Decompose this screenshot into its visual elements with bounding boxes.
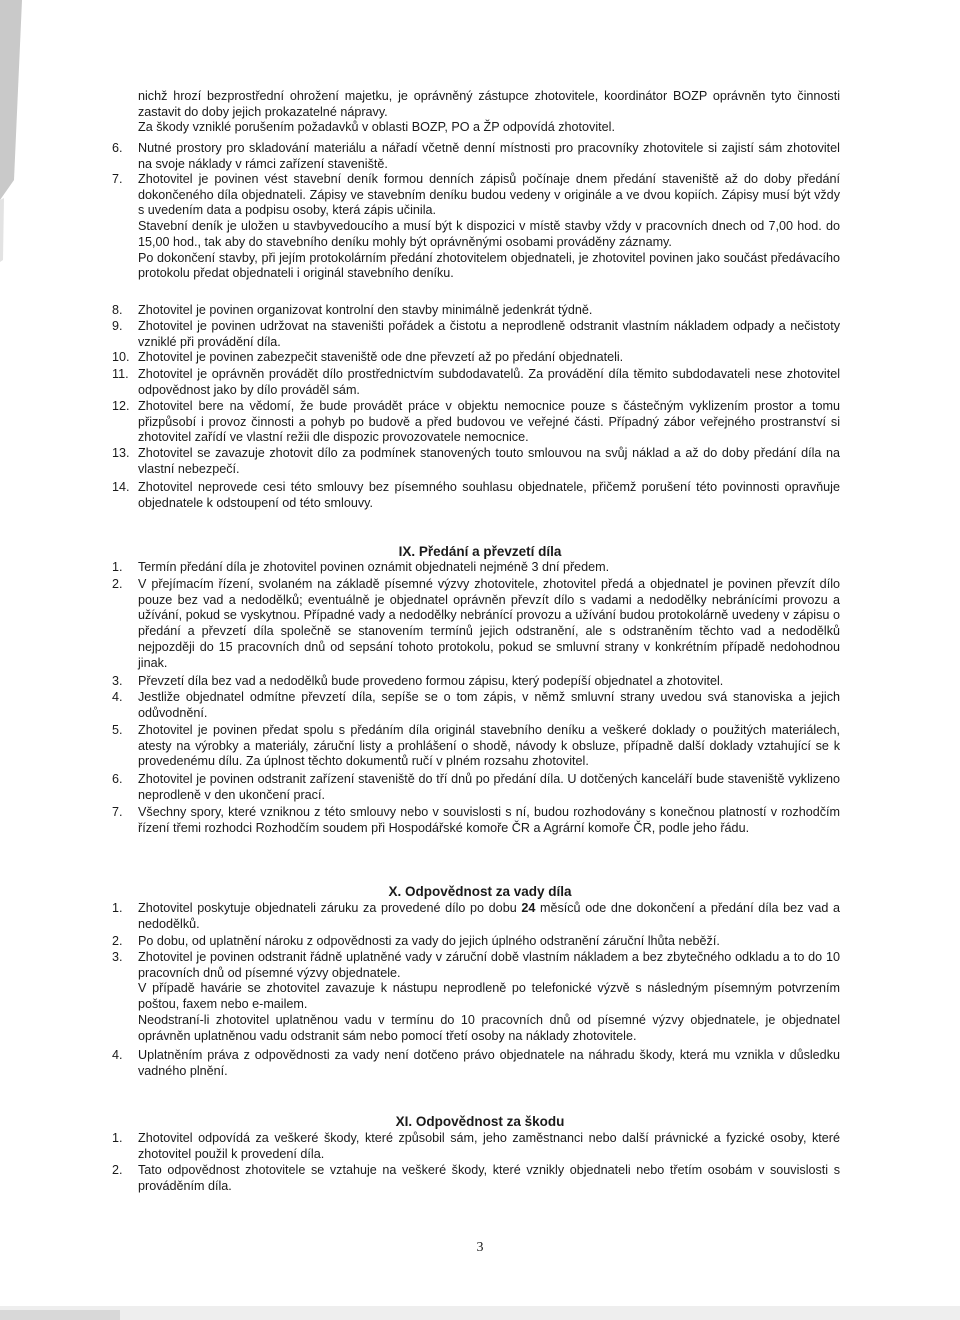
clause-number: 2.	[112, 934, 123, 948]
clause-item	[112, 1048, 840, 1079]
clause-text: Zhotovitel je povinen vést stavební deník formou denních zápisů počínaje dnem předání staveniště až do doby předání dokončeného díla objednateli. Zápisy ve stavebním deníku budou vedeny v originále a ve dvou kopiích. Zápisy musí být vždy s uvedením data a podpisu osoby, která zápis učinila.	[138, 172, 840, 218]
clause-item	[112, 172, 840, 282]
clause-number: 6.	[112, 772, 123, 786]
clause-text: Po dokončení stavby, při jejím protokolárním předání zhotovitelem objednateli, je zhotovitel povinen jako součást předávacího protokolu předat objednateli i originál stavebního deníku.	[138, 250, 840, 281]
clause-item	[112, 319, 840, 350]
clause-number: 2.	[112, 1163, 123, 1177]
clause-text-part: Zhotovitel poskytuje objednateli záruku za provedené dílo po dobu	[138, 901, 522, 915]
clause-text: Všechny spory, které vzniknou z této smlouvy nebo v souvislosti s ní, budou rozhodovány s konečnou platností v rozhodčím řízení třemi rozhodci Rozhodčím soudem při Hospodářské komoře ČR a Agrární komoře ČR, podle jeho řádu.	[138, 805, 840, 835]
clause-item	[112, 1131, 840, 1162]
clause-item	[112, 772, 840, 803]
clause-text: Po dobu, od uplatnění nároku z odpovědnosti za vady do jejich úplného odstranění záruční lhůta neběží.	[138, 934, 720, 948]
clause-number: 2.	[112, 577, 123, 591]
clause-number: 4.	[112, 1048, 123, 1062]
clause-text: V přejímacím řízení, svolaném na základě písemné výzvy zhotovitele, zhotovitel předá a objednatel je povinen převzít dílo pouze bez vad a nedodělků; eventuálně je objednatel oprávněn převzít dílo s vadami a nedodělky nebránícími provozu a užívání, pokud se vyskytnou. Případné vady a nedodělky nebránící provozu a užívání budou protokolárně uvedeny v zápisu o předání a převzetí díla společně se stanovením termínů jejich odstranění, ale s odstraněním těchto vad a nedodělků nejpozději do 15 pracovních dnů od sepsání tohoto protokolu, pokud se smluvní strany v konkrétním případě nedohodnou jinak.	[138, 577, 840, 670]
clause-text	[138, 901, 840, 932]
clause-item	[112, 367, 840, 398]
clause-item	[112, 577, 840, 671]
clause-number: 1.	[112, 560, 123, 574]
clause-text: Zhotovitel odpovídá za veškeré škody, které způsobil sám, jeho zaměstnanci nebo další právnické a fyzické osoby, které zhotovitel použil k provedení díla.	[138, 1131, 840, 1161]
clause-number: 1.	[112, 1131, 123, 1145]
clause-item	[112, 350, 840, 366]
clause-item	[112, 1163, 840, 1194]
clause-number: 4.	[112, 690, 123, 704]
clause-text: Zhotovitel bere na vědomí, že bude provádět práce v objektu nemocnice pouze s částečným vyklizením prostor a tomu přizpůsobí i provoz činnosti a pohyb po budově a před budovou ve veřejné části. Případný zábor veřejného prostranství si zhotovitel zařídí ve vlastní režii dle dispozic provozovatele nemocnice.	[138, 399, 840, 445]
clause-item	[112, 399, 840, 446]
clause-number: 5.	[112, 723, 123, 737]
clause-number: 10.	[112, 350, 130, 364]
clause-text: Zhotovitel je povinen zabezpečit staveniště ode dne převzetí až po předání objednateli.	[138, 350, 624, 364]
clause-text: Uplatněním práva z odpovědnosti za vady není dotčeno právo objednatele na náhradu škody, která mu vznikla v důsledku vadného plnění.	[138, 1048, 840, 1078]
clause-text: Termín předání díla je zhotovitel povinen oznámit objednateli nejméně 3 dní předem.	[138, 560, 610, 574]
clause-text: Stavební deník je uložen u stavbyvedoucího a musí být k dispozici v místě stavby vždy v pracovních dnech od 7,00 hod. do 15,00 hod., tak aby do stavebního deníku mohly být oprávněnými osobami prováděny záznamy.	[138, 219, 840, 249]
clause-number: 6.	[112, 141, 123, 155]
clause-number: 13.	[112, 446, 130, 460]
clause-number: 11.	[112, 367, 129, 381]
clause-text: Zhotovitel neprovede cesi této smlouvy bez písemného souhlasu objednatele, přičemž porušení této povinnosti opravňuje objednatele k odstoupení od této smlouvy.	[138, 480, 840, 510]
continuation-paragraph: nichž hrozí bezprostřední ohrožení majetku, je oprávněný zástupce zhotovitele, koordinátor BOZP oprávněn tyto činnosti zastavit do doby jejich prokazatelné nápravy.	[138, 89, 840, 119]
clause-text: Zhotovitel je povinen předat spolu s předáním díla originál stavebního deníku a veškeré doklady o použitých materiálech, atesty na výrobky a materiály, záruční listy a prohlášení o shodě, návody k obsluze, případně další doklady vztahující se k provedenému dílu. Za úplnost těchto dokumentů ručí v plném rozsahu zhotovitel.	[138, 723, 840, 769]
clause-text: Tato odpovědnost zhotovitele se vztahuje na veškeré škody, které vznikly objednateli nebo třetím osobám v souvislosti s prováděním díla.	[138, 1163, 840, 1193]
clause-number: 8.	[112, 303, 123, 317]
clause-text: Jestliže objednatel odmítne převzetí díla, sepíše se o tom zápis, v němž smluvní strany uvedou svá stanoviska a jejich odůvodnění.	[138, 690, 840, 720]
clause-item	[112, 901, 840, 932]
clause-number: 3.	[112, 674, 123, 688]
clause-text: Zhotovitel je oprávněn provádět dílo prostřednictvím subdodavatelů. Za provádění díla těmito subdodavateli nese zhotovitel odpovědnost jako by dílo prováděl sám.	[138, 367, 840, 397]
clause-text: Zhotovitel je povinen odstranit zařízení staveniště do tří dnů po předání díla. U dotčených kanceláří bude staveniště vyklizeno neprodleně v den ukončení prací.	[138, 772, 840, 802]
clause-number: 12.	[112, 399, 130, 413]
section-heading: IX. Předání a převzetí díla	[398, 544, 562, 559]
page-number: 3	[476, 1240, 484, 1255]
clause-item	[112, 480, 840, 511]
clause-number: 14.	[112, 480, 130, 494]
continuation-paragraph: Za škody vzniklé porušením požadavků v oblasti BOZP, PO a ŽP odpovídá zhotovitel.	[138, 120, 615, 135]
clause-text: Neodstraní-li zhotovitel uplatněnou vadu v termínu do 10 pracovních dnů od písemné výzvy objednatele, je objednatel oprávněn uplatněnou vadu odstranit sám nebo pomocí třetí osoby na náklady zhotovitele.	[138, 1012, 840, 1043]
section-heading: X. Odpovědnost za vady díla	[388, 884, 572, 899]
clause-text: Zhotovitel je povinen odstranit řádně uplatněné vady v záruční době vlastním nákladem a bez zbytečného odkladu a to do 10 pracovních dnů od písemné výzvy objednatele.	[138, 950, 840, 980]
clause-item	[112, 723, 840, 770]
clause-number: 7.	[112, 805, 123, 819]
clause-text: Zhotovitel je povinen udržovat na staveništi pořádek a čistotu a neprodleně odstranit vlastním nákladem odpady a nečistoty vzniklé při provádění díla.	[138, 319, 840, 349]
continuation-block	[138, 89, 840, 136]
clause-number: 7.	[112, 172, 123, 186]
clause-item	[112, 303, 840, 319]
clause-item	[112, 934, 840, 950]
clause-item	[112, 690, 840, 721]
clause-number: 9.	[112, 319, 123, 333]
section-heading: XI. Odpovědnost za škodu	[395, 1114, 565, 1129]
clause-text: Nutné prostory pro skladování materiálu a nářadí včetně denní místnosti pro pracovníky zhotovitele si zajistí sám zhotovitel na svoje náklady v rámci zařízení staveniště.	[138, 141, 840, 171]
warranty-months: 24	[521, 901, 536, 915]
clause-number: 3.	[112, 950, 123, 964]
clause-item	[112, 805, 840, 836]
clause-item	[112, 141, 840, 172]
clause-text-part: měsíců ode dne dokončení a předání díla bez vad a nedodělků.	[138, 901, 840, 931]
clause-item	[112, 446, 840, 477]
clause-item	[112, 674, 840, 690]
clause-item	[112, 560, 840, 576]
clause-text: V případě havárie se zhotovitel zavazuje k nástupu neprodleně po telefonické výzvě s následným písemným potvrzením poštou, faxem nebo e-mailem.	[138, 981, 840, 1012]
clause-text: Zhotovitel je povinen organizovat kontrolní den stavby minimálně jedenkrát týdně.	[138, 303, 593, 317]
clause-text: Zhotovitel se zavazuje zhotovit dílo za podmínek stanovených touto smlouvou na svůj náklad a až do doby předání díla na vlastní nebezpečí.	[138, 446, 840, 476]
clause-number: 1.	[112, 901, 123, 915]
clause-item	[112, 950, 840, 1044]
clause-text: Převzetí díla bez vad a nedodělků bude provedeno formou zápisu, který podepíší objednatel a zhotovitel.	[138, 674, 724, 688]
